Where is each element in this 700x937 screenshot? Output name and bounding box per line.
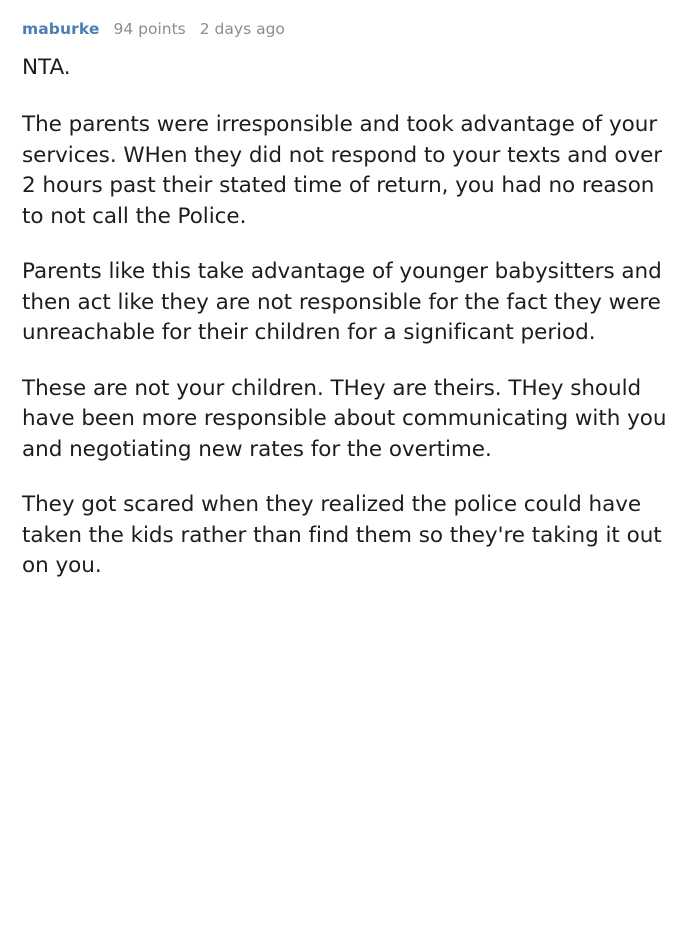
comment-author[interactable]: maburke	[22, 20, 100, 38]
comment-points: 94 points	[113, 20, 186, 38]
comment-paragraph: The parents were irresponsible and took advantage of your services. WHen they did not respond to your texts and over 2 hours past their stated time of return, you had no reason to not call the Police.	[22, 112, 663, 229]
comment-timestamp: 2 days ago	[199, 20, 285, 38]
comment-body	[22, 53, 678, 582]
comment-paragraph: NTA.	[22, 54, 71, 80]
comment-paragraph: Parents like this take advantage of younger babysitters and then act like they are not responsible for the fact they were unreachable for their children for a significant period.	[22, 259, 662, 346]
comment-paragraph: They got scared when they realized the police could have taken the kids rather than find them so they're taking it out on you.	[22, 492, 662, 579]
comment-paragraph: These are not your children. THey are theirs. THey should have been more responsible about communicating with you and negotiating new rates for the overtime.	[22, 375, 667, 462]
comment-header	[22, 20, 678, 39]
